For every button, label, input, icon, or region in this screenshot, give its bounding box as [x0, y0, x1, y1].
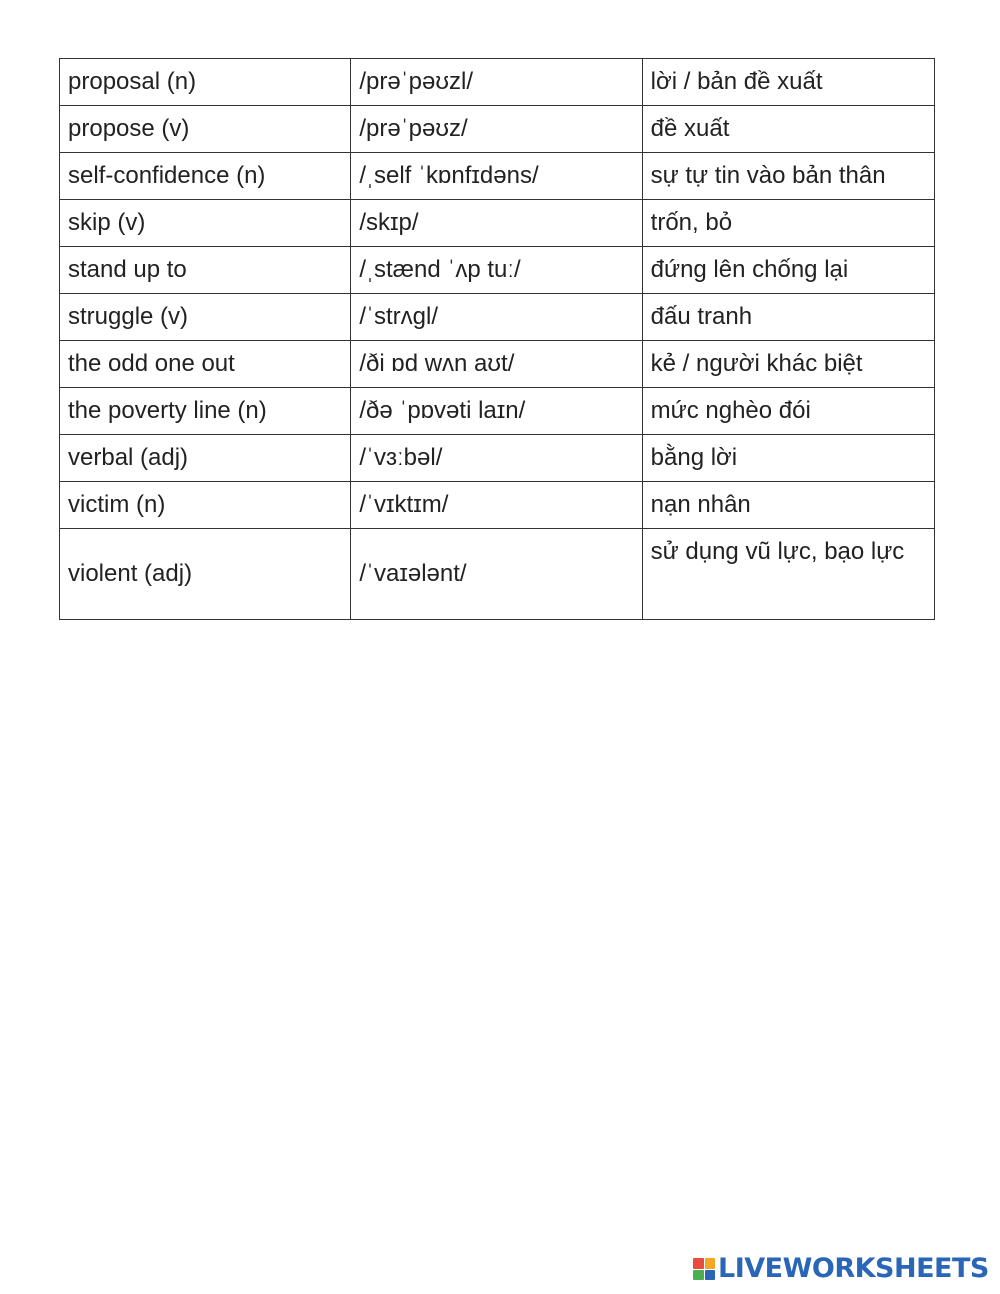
meaning-cell: kẻ / người khác biệt — [642, 341, 934, 388]
meaning-cell: đấu tranh — [642, 294, 934, 341]
vocabulary-table-body — [60, 59, 935, 620]
table-row — [60, 435, 935, 482]
logo-square-orange — [705, 1258, 716, 1269]
meaning-cell: bằng lời — [642, 435, 934, 482]
brand-name: LIVEWORKSHEETS — [718, 1253, 989, 1284]
ipa-cell: /ˈvɜːbəl/ — [351, 435, 642, 482]
word-cell: verbal (adj) — [60, 435, 351, 482]
ipa-cell: /skɪp/ — [351, 200, 642, 247]
meaning-cell: trốn, bỏ — [642, 200, 934, 247]
word-cell: stand up to — [60, 247, 351, 294]
table-row — [60, 106, 935, 153]
table-row — [60, 153, 935, 200]
ipa-cell: /ðə ˈpɒvəti laɪn/ — [351, 388, 642, 435]
ipa-cell: /ˌstænd ˈʌp tuː/ — [351, 247, 642, 294]
word-cell: victim (n) — [60, 482, 351, 529]
word-cell: struggle (v) — [60, 294, 351, 341]
meaning-cell: đứng lên chống lại — [642, 247, 934, 294]
ipa-cell: /ˌself ˈkɒnfɪdəns/ — [351, 153, 642, 200]
word-cell: propose (v) — [60, 106, 351, 153]
liveworksheets-brand[interactable] — [693, 1254, 989, 1284]
word-cell: skip (v) — [60, 200, 351, 247]
ipa-cell: /prəˈpəʊz/ — [351, 106, 642, 153]
meaning-cell: lời / bản đề xuất — [642, 59, 934, 106]
logo-square-green — [693, 1270, 704, 1281]
table-row — [60, 200, 935, 247]
ipa-cell: /ˈvɪktɪm/ — [351, 482, 642, 529]
word-cell: the poverty line (n) — [60, 388, 351, 435]
word-cell: proposal (n) — [60, 59, 351, 106]
table-row — [60, 247, 935, 294]
meaning-cell: mức nghèo đói — [642, 388, 934, 435]
table-row — [60, 482, 935, 529]
table-row — [60, 59, 935, 106]
table-row — [60, 388, 935, 435]
table-row — [60, 529, 935, 620]
meaning-cell: nạn nhân — [642, 482, 934, 529]
table-row — [60, 341, 935, 388]
logo-square-red — [693, 1258, 704, 1269]
vocabulary-table — [59, 58, 935, 620]
ipa-cell: /prəˈpəʊzl/ — [351, 59, 642, 106]
meaning-cell: sử dụng vũ lực, bạo lực — [642, 529, 934, 620]
ipa-cell: /ˈstrʌgl/ — [351, 294, 642, 341]
ipa-cell: /ði ɒd wʌn aʊt/ — [351, 341, 642, 388]
meaning-cell: đề xuất — [642, 106, 934, 153]
table-row — [60, 294, 935, 341]
ipa-cell: /ˈvaɪələnt/ — [351, 529, 642, 620]
liveworksheets-logo-icon — [693, 1258, 715, 1280]
word-cell: the odd one out — [60, 341, 351, 388]
logo-square-blue — [705, 1270, 716, 1281]
meaning-cell: sự tự tin vào bản thân — [642, 153, 934, 200]
word-cell: self-confidence (n) — [60, 153, 351, 200]
word-cell: violent (adj) — [60, 529, 351, 620]
